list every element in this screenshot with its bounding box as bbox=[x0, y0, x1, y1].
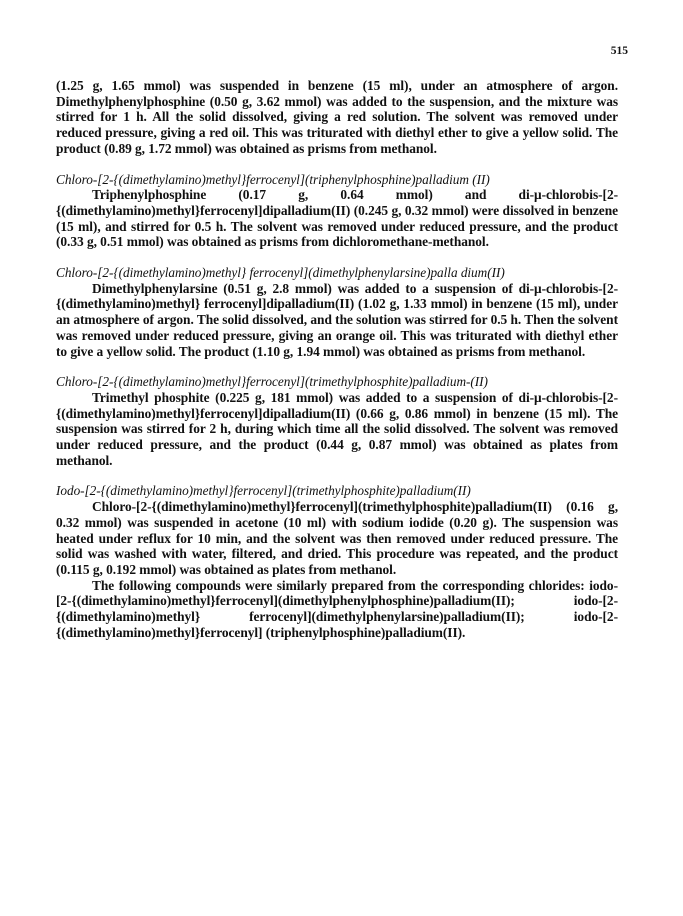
section-heading: Chloro-[2-{(dimethylamino)methyl} ferrocenyl](dimethylphenylarsine)palla dium(II) bbox=[56, 265, 505, 281]
page-number: 515 bbox=[610, 45, 628, 57]
intro-paragraph: (1.25 g, 1.65 mmol) was suspended in benzene (15 ml), under an atmosphere of argon. Dimethylphenylphosphine (0.50 g, 3.62 mmol) was added to the suspension, and the mixture was stirred for 1 h. All the solid dissolved, giving a red solution. The solvent was removed under reduced pressure, giving a red oil. This was triturated with diethyl ether to give a yellow solid. The product (0.89 g, 1.72 mmol) was obtained as prisms from methanol. bbox=[56, 78, 618, 156]
section-paragraph: Trimethyl phosphite (0.225 g, 181 mmol) was added to a suspension of di-μ-chlorobis-[2-{(dimethylamino)methyl}ferrocenyl]dipalladium(II) (0.66 g, 0.86 mmol) in benzene (15 ml). The suspension was stirred for 2 h, during which time all the solid dissolved. The solvent was removed under reduced pressure, and the product (0.44 g, 0.87 mmol) was obtained as plates from methanol. bbox=[56, 389, 618, 468]
section-paragraph: Chloro-[2-{(dimethylamino)methyl}ferrocenyl](trimethylphosphite)palladium(II) (0.16 g, 0.32 mmol) was suspended in acetone (10 ml) with sodium iodide (0.20 g). The suspension was heated under reflux for 10 min, and the solvent was then removed under reduced pressure. The solid was washed with water, filtered, and dried. This procedure was repeated, and the product (0.115 g, 0.192 mmol) was obtained as plates from methanol. bbox=[56, 499, 618, 577]
page-content bbox=[56, 78, 618, 641]
section-dimethylphenylarsine bbox=[56, 265, 618, 359]
section-paragraph: Triphenylphosphine (0.17 g, 0.64 mmol) and di-μ-chlorobis-[2-{(dimethylamino)methyl}ferrocenyl]dipalladium(II) (0.245 g, 0.32 mmol) were dissolved in benzene (15 ml), and stirred for 0.5 h. The solvent was removed under reduced pressure, and the product (0.33 g, 0.51 mmol) was obtained as prisms from dichloromethane-methanol. bbox=[56, 187, 618, 250]
section-paragraph: Dimethylphenylarsine (0.51 g, 2.8 mmol) was added to a suspension of di-μ-chlorobis-[2-{(dimethylamino)methyl} ferrocenyl]dipalladium(II) (1.02 g, 1.33 mmol) in benzene (15 ml), under an atmosphere of argon. The solid dissolved, and the solution was stirred for 0.5 h. Then the solvent was removed under reduced pressure, giving an orange oil. This was triturated with diethyl ether to give a yellow solid. The product (1.10 g, 1.94 mmol) was obtained as prisms from methanol. bbox=[56, 280, 618, 359]
section-heading: Iodo-[2-{(dimethylamino)methyl}ferrocenyl](trimethylphosphite)palladium(II) bbox=[56, 483, 471, 499]
section-paragraph: The following compounds were similarly prepared from the corresponding chlorides: iodo-[2-{(dimethylamino)methyl}ferrocenyl](dimethylphenylphosphine)palladium(II); iodo-[2-{(dimethylamino)methyl} ferrocenyl](dimethylphenylarsine)palladium(II); iodo-[2-{(dimethylamino)methyl}ferrocenyl] (triphenylphosphine)palladium(II). bbox=[56, 577, 618, 640]
section-trimethylphosphite bbox=[56, 374, 618, 468]
section-heading: Chloro-[2-{(dimethylamino)methyl}ferrocenyl](trimethylphosphite)palladium-(II) bbox=[56, 374, 488, 390]
section-heading: Chloro-[2-{(dimethylamino)methyl}ferrocenyl](triphenylphosphine)palladium (II) bbox=[56, 171, 490, 187]
section-triphenylphosphine bbox=[56, 172, 618, 251]
section-iodo bbox=[56, 483, 618, 640]
